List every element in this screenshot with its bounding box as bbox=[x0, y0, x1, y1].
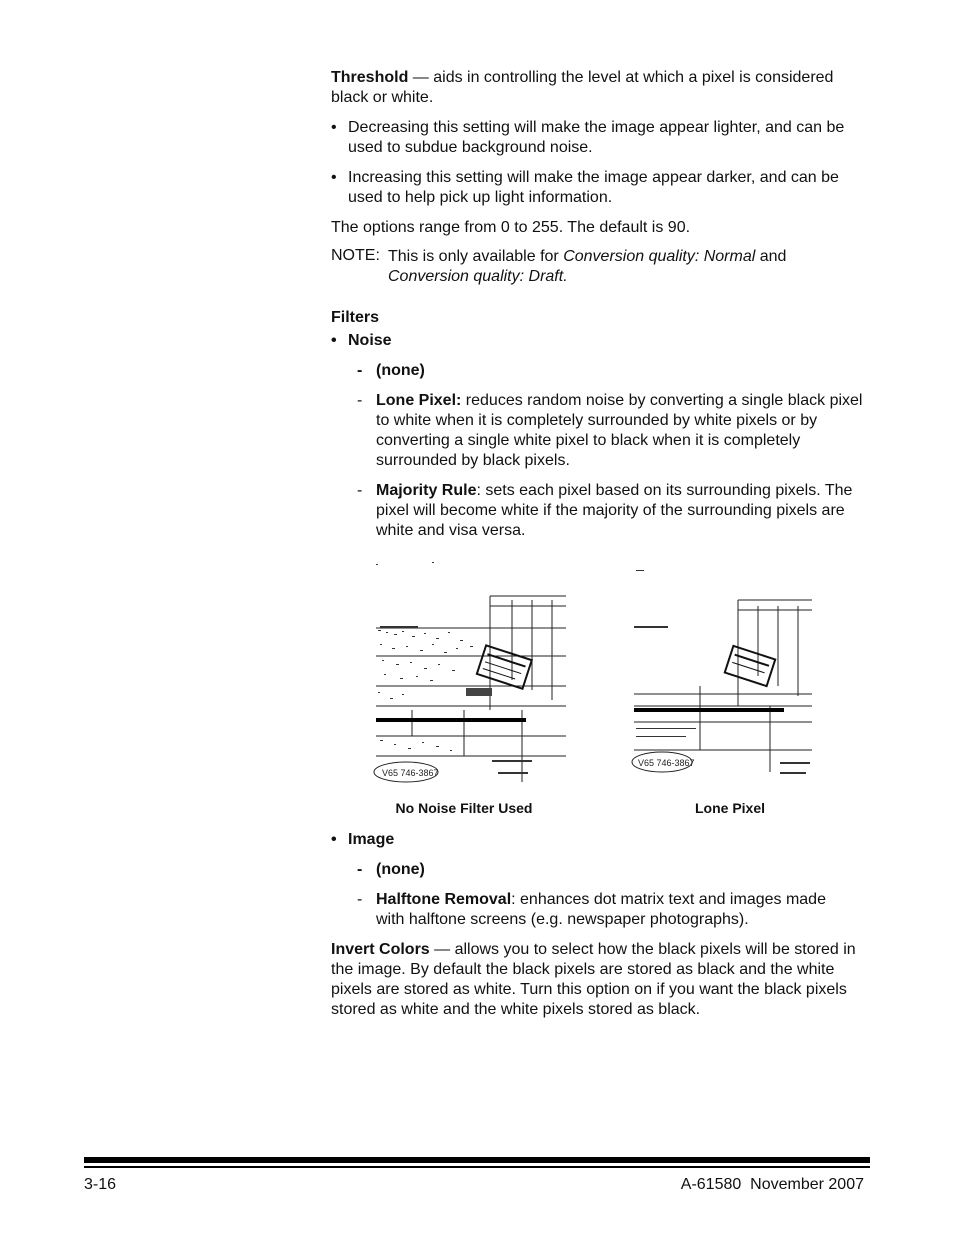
threshold-term: Threshold bbox=[331, 69, 409, 86]
dash-glyph: - bbox=[357, 482, 363, 499]
image-bullet bbox=[331, 830, 871, 850]
note-text bbox=[388, 247, 868, 287]
noise-none-item bbox=[357, 361, 871, 381]
caption-no-noise-filter: No Noise Filter Used bbox=[395, 800, 533, 816]
note-mid: and bbox=[755, 248, 787, 265]
dash-glyph: - bbox=[357, 392, 363, 409]
threshold-range: The options range from 0 to 255. The default is 90. bbox=[331, 219, 691, 236]
noise-none-label: (none) bbox=[376, 362, 425, 379]
halftone-removal-term: Halftone Removal bbox=[376, 891, 512, 908]
bullet-text: Increasing this setting will make the image appear darker, and can be used to help pick up light information. bbox=[348, 169, 839, 206]
dash-glyph: - bbox=[357, 861, 363, 878]
image-label: Image bbox=[348, 831, 395, 848]
threshold-bullet-1 bbox=[331, 118, 871, 158]
caption-lone-pixel: Lone Pixel bbox=[694, 800, 766, 816]
svg-text:V65 746-3867: V65 746-3867 bbox=[382, 768, 439, 778]
halftone-removal-desc: : enhances dot matrix text and images made with halftone screens (e.g. newspaper photographs). bbox=[376, 891, 826, 928]
image-none-item bbox=[357, 860, 871, 880]
noise-bullet bbox=[331, 331, 871, 351]
note-em-normal: Conversion quality: Normal bbox=[563, 248, 756, 265]
invert-colors-term: Invert Colors bbox=[331, 941, 430, 958]
bullet-text: Decreasing this setting will make the image appear lighter, and can be used to subdue background noise. bbox=[348, 119, 845, 156]
halftone-removal-item bbox=[357, 890, 857, 930]
lone-pixel-term: Lone Pixel: bbox=[376, 392, 462, 409]
lone-pixel-item bbox=[357, 391, 871, 471]
noisy-form-graphic bbox=[372, 560, 568, 786]
image-none-label: (none) bbox=[376, 861, 425, 878]
bullet-glyph: • bbox=[331, 831, 337, 848]
clean-form-graphic bbox=[630, 566, 814, 778]
lone-pixel-image bbox=[630, 566, 814, 778]
invert-colors-paragraph bbox=[331, 940, 871, 1020]
invert-colors-desc: — allows you to select how the black pixels will be stored in the image. By default the black pixels are stored as black and the white pixels are stored as white. Turn this option on if you want the black pixels stored as white and the white pixels stored as black. bbox=[331, 941, 856, 1018]
majority-rule-term: Majority Rule bbox=[376, 482, 477, 499]
footer-rule-thick bbox=[84, 1157, 870, 1163]
note-label: NOTE: bbox=[331, 247, 380, 264]
bullet-glyph: • bbox=[331, 332, 337, 349]
lone-pixel-desc: reduces random noise by converting a single black pixel to white when it is completely surrounded by white pixels or by converting a single white pixel to black when it is completely surrounded by black pixels. bbox=[376, 392, 863, 469]
note-em-draft: Conversion quality: Draft. bbox=[388, 268, 568, 285]
noise-label: Noise bbox=[348, 332, 392, 349]
svg-text:V65 746-3867: V65 746-3867 bbox=[638, 758, 695, 768]
majority-rule-item bbox=[357, 481, 857, 541]
dash-glyph: - bbox=[357, 891, 363, 908]
majority-rule-desc: : sets each pixel based on its surrounding pixels. The pixel will become white if the majority of the surrounding pixels are white and visa versa. bbox=[376, 482, 853, 539]
filters-heading: Filters bbox=[331, 309, 380, 326]
threshold-bullet-2 bbox=[331, 168, 871, 208]
threshold-desc: — aids in controlling the level at which a pixel is considered black or white. bbox=[331, 69, 834, 106]
dash-glyph: - bbox=[357, 362, 363, 379]
bullet-glyph: • bbox=[331, 119, 337, 136]
note-pre: This is only available for bbox=[388, 248, 564, 265]
threshold-paragraph bbox=[331, 68, 871, 108]
page-number: 3-16 bbox=[84, 1176, 117, 1193]
no-noise-filter-image bbox=[372, 560, 568, 786]
footer-rule-thin bbox=[84, 1166, 870, 1168]
document-id: A-61580 November 2007 bbox=[680, 1176, 864, 1193]
bullet-glyph: • bbox=[331, 169, 337, 186]
